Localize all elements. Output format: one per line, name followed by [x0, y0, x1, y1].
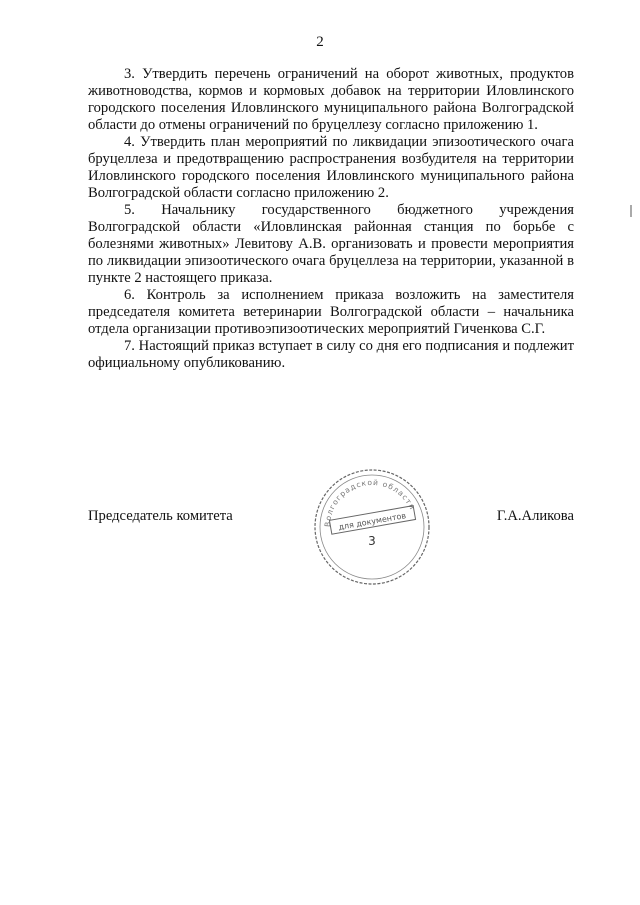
paragraph-3: 3. Утвердить перечень ограничений на оборот животных, продуктов животноводства, кормов и кормовых добавок на территории Иловлинского городского поселения Иловлинского муниципального района Волгоградской области до отмены ограничений по бруцеллезу согласно приложению 1.	[88, 66, 574, 133]
order-body	[88, 66, 574, 372]
stamp-inner-text: для документов	[337, 511, 407, 532]
paragraph-4: 4. Утвердить план мероприятий по ликвидации эпизоотического очага бруцеллеза и предотвращению распространения возбудителя на территории Иловлинского городского поселения Иловлинского муниципального района Волгоградской области согласно приложению 2.	[88, 134, 574, 201]
seal-stamp-icon	[310, 465, 435, 590]
signatory-name: Г.А.Аликова	[496, 508, 574, 524]
stamp-number: 3	[368, 534, 376, 548]
stamp-ring-text: Волгоградской области	[322, 477, 418, 528]
paragraph-6: 6. Контроль за исполнением приказа возложить на заместителя председателя комитета ветеринарии Волгоградской области – начальника отдела организации противоэпизоотических мероприятий Гиченкова С.Г.	[88, 287, 574, 337]
paragraph-7: 7. Настоящий приказ вступает в силу со дня его подписания и подлежит официальному опубликованию.	[88, 338, 574, 371]
signatory-position: Председатель комитета	[88, 508, 233, 524]
scan-edge-mark	[630, 205, 632, 217]
paragraph-5: 5. Начальнику государственного бюджетного учреждения Волгоградской области «Иловлинская районная станция по борьбе с болезнями животных» Левитову А.В. организовать и провести мероприятия по ликвидации эпизоотического очага бруцеллеза на территории, указанной в пункте 2 настоящего приказа.	[88, 202, 574, 286]
page-number: 2	[316, 34, 324, 50]
